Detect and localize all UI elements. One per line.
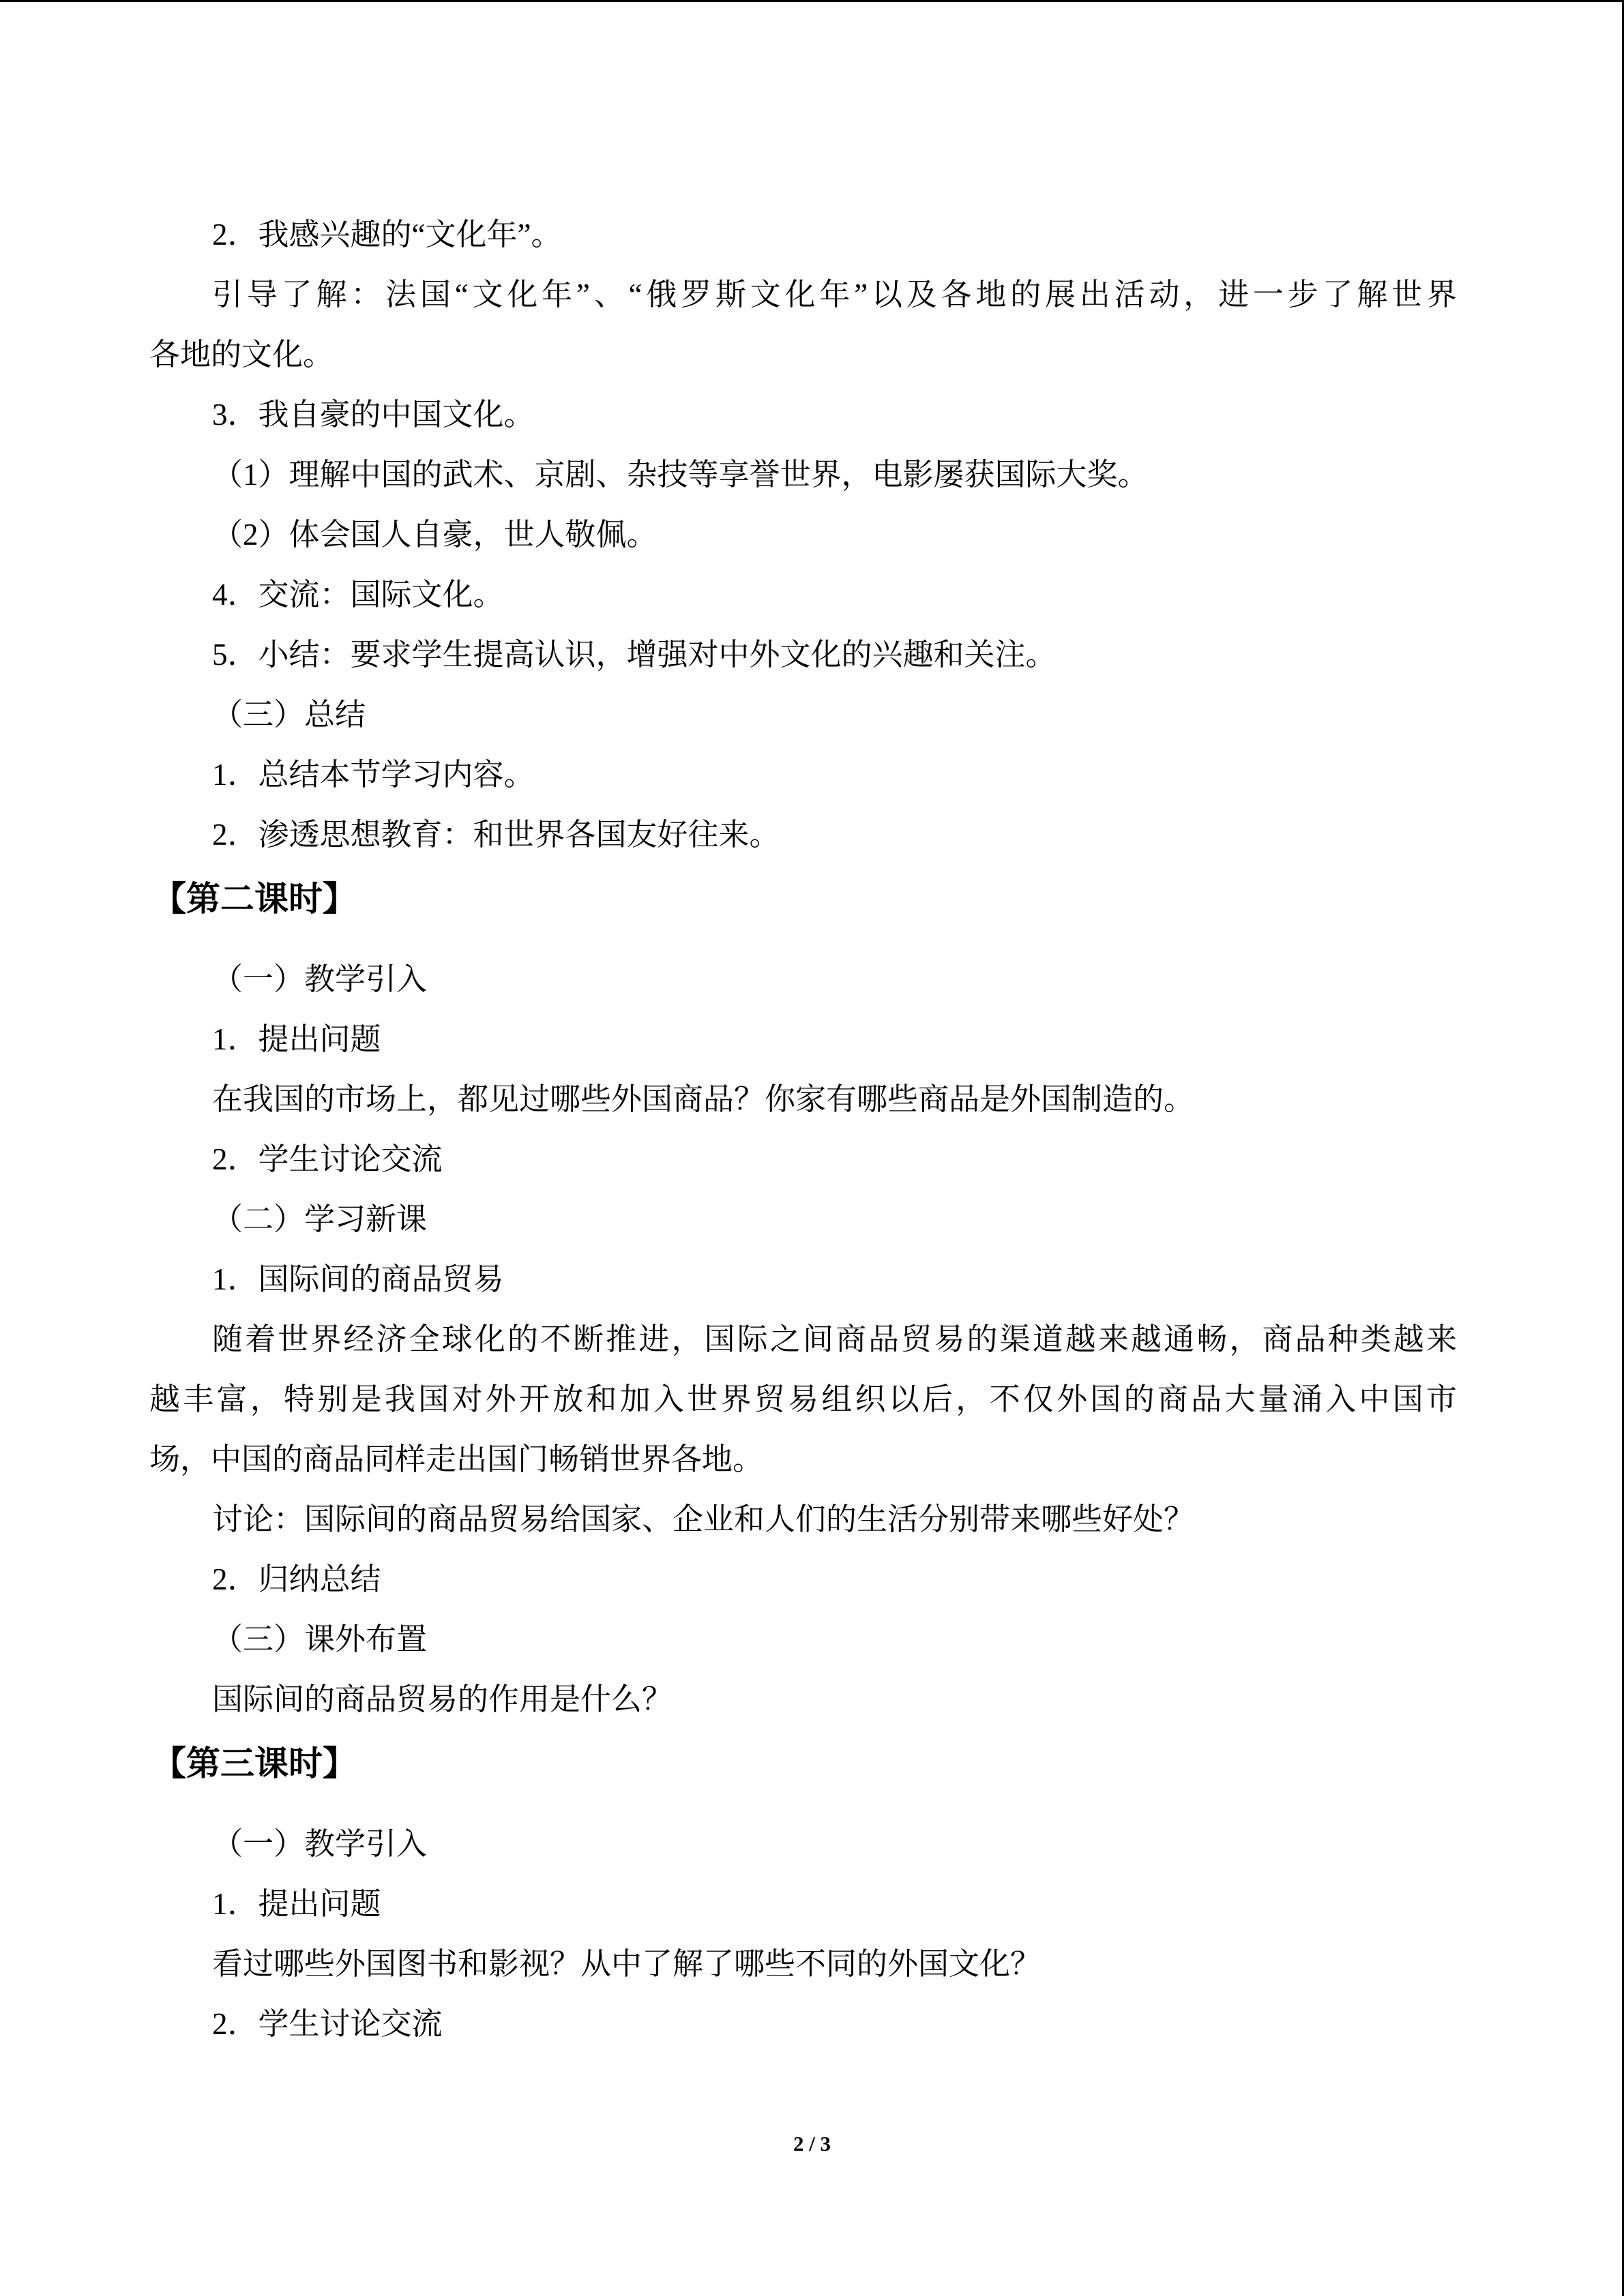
list-item: （1）理解中国的武术、京剧、杂技等享誉世界，电影屡获国际大奖。: [212, 458, 1149, 492]
list-item: 1．提出问题: [212, 1022, 381, 1056]
paragraph-line: 场，中国的商品同样走出国门畅销世界各地。: [149, 1442, 764, 1476]
paragraph-line: 随着世界经济全球化的不断推进，国际之间商品贸易的渠道越来越通畅，商品种类越来: [212, 1322, 1457, 1356]
section-heading-lesson-2: 【第二课时】: [152, 879, 357, 919]
subsection-title: （一）教学引入: [212, 1827, 428, 1861]
list-item: 3．我自豪的中国文化。: [212, 398, 535, 432]
list-item: （2）体会国人自豪，世人敬佩。: [212, 518, 658, 552]
paragraph-line: 看过哪些外国图书和影视？从中了解了哪些不同的外国文化？: [212, 1947, 1042, 1981]
section-heading-lesson-3: 【第三课时】: [152, 1744, 357, 1783]
list-item: 2．学生讨论交流: [212, 2007, 443, 2041]
document-body: [149, 205, 1457, 2054]
list-item: 2．学生讨论交流: [212, 1142, 443, 1176]
list-item: 1．总结本节学习内容。: [212, 758, 535, 792]
page-number: 2 / 3: [793, 2132, 831, 2156]
list-item: 2．我感兴趣的“文化年”。: [212, 218, 562, 252]
subsection-title: （二）学习新课: [212, 1202, 428, 1236]
paragraph-line: 在我国的市场上，都见过哪些外国商品？你家有哪些商品是外国制造的。: [212, 1082, 1195, 1116]
paragraph-line: 各地的文化。: [149, 338, 334, 372]
subsection-title: （三）课外布置: [212, 1622, 428, 1656]
list-item: 2．渗透思想教育：和世界各国友好往来。: [212, 818, 780, 852]
subsection-title: （三）总结: [212, 698, 366, 732]
list-item: 5．小结：要求学生提高认识，增强对中外文化的兴趣和关注。: [212, 638, 1057, 672]
paragraph-line: 讨论：国际间的商品贸易给国家、企业和人们的生活分别带来哪些好处？: [212, 1502, 1195, 1536]
paragraph-line: 越丰富，特别是我国对外开放和加入世界贸易组织以后，不仅外国的商品大量涌入中国市: [149, 1382, 1457, 1416]
list-item: 1．国际间的商品贸易: [212, 1262, 504, 1296]
list-item: 2．归纳总结: [212, 1562, 381, 1596]
paragraph-line: 引导了解：法国“文化年”、“俄罗斯文化年”以及各地的展出活动，进一步了解世界: [212, 278, 1457, 312]
paragraph-line: 国际间的商品贸易的作用是什么？: [212, 1682, 673, 1716]
list-item: 4．交流：国际文化。: [212, 578, 504, 612]
subsection-title: （一）教学引入: [212, 962, 428, 996]
page-border-top: [0, 0, 1624, 2]
list-item: 1．提出问题: [212, 1887, 381, 1921]
